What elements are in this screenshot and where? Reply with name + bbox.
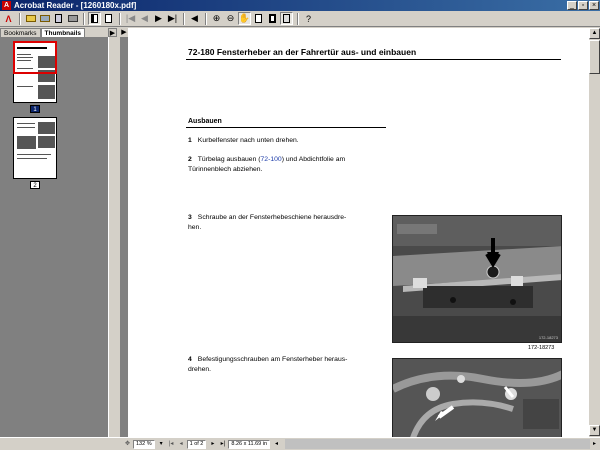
pdf-page bbox=[128, 28, 588, 437]
fit-page-icon[interactable] bbox=[266, 12, 279, 25]
scroll-up-button[interactable]: ▲ bbox=[589, 28, 600, 39]
toolbar-separator bbox=[19, 13, 21, 25]
tab-thumbnails[interactable]: Thumbnails bbox=[41, 28, 85, 37]
toolbar-separator bbox=[83, 13, 85, 25]
scroll-thumb[interactable] bbox=[589, 40, 600, 74]
photo-window-regulator-rail bbox=[392, 215, 562, 343]
title-rule bbox=[186, 59, 561, 60]
scroll-down-button[interactable]: ▼ bbox=[589, 425, 600, 436]
document-area bbox=[120, 28, 588, 437]
open-icon[interactable] bbox=[24, 12, 37, 25]
section-heading: Ausbauen bbox=[188, 118, 222, 125]
step-2 bbox=[188, 155, 345, 174]
zoom-dropdown-icon[interactable]: ▾ bbox=[159, 440, 163, 447]
step-number: 1 bbox=[188, 137, 192, 144]
thumbnail-viewport-frame[interactable] bbox=[13, 41, 57, 74]
go-back-icon[interactable]: ◀ bbox=[191, 13, 198, 23]
acrobat-logo-icon[interactable]: Λ bbox=[5, 13, 12, 24]
show-navigation-pane-icon[interactable] bbox=[88, 12, 101, 25]
window-title: Acrobat Reader - [1260180x.pdf] bbox=[14, 1, 137, 10]
photo-regulator-mounting-screws bbox=[392, 358, 562, 437]
thumbnail-list bbox=[0, 37, 108, 450]
zoom-in-icon[interactable]: ⊕ bbox=[212, 13, 221, 23]
fit-width-icon[interactable] bbox=[280, 12, 293, 25]
page-number-field[interactable]: 1 of 2 bbox=[187, 440, 207, 449]
step-text: drehen. bbox=[188, 365, 212, 373]
step-text: Befestigungsschrauben am Fensterheber heraus- bbox=[197, 356, 348, 363]
thumbnail-page-2[interactable] bbox=[13, 117, 57, 179]
hand-tool-icon[interactable]: ✋ bbox=[238, 13, 251, 23]
toolbar-separator bbox=[297, 13, 299, 25]
step-number: 2 bbox=[188, 156, 192, 163]
step-text: hen. bbox=[188, 223, 202, 231]
open-web-icon[interactable] bbox=[38, 12, 51, 25]
previous-page-icon[interactable]: ◀ bbox=[141, 13, 148, 23]
minimize-button[interactable]: _ bbox=[567, 1, 577, 10]
status-bar bbox=[120, 437, 600, 450]
status-last-page-icon[interactable]: ▸| bbox=[220, 440, 226, 447]
close-button[interactable]: × bbox=[589, 1, 599, 10]
photo-2-graphic bbox=[393, 359, 562, 437]
status-first-page-icon[interactable]: |◂ bbox=[168, 440, 174, 447]
page-size-display: 8.26 x 11.69 in bbox=[228, 440, 270, 449]
step-text: Schraube an der Fensterhebeschiene herausdre- bbox=[197, 214, 347, 221]
horizontal-scrollbar[interactable] bbox=[285, 439, 590, 449]
photo-1-corner-label: 172-18273 bbox=[538, 335, 558, 340]
step-number: 4 bbox=[188, 356, 192, 363]
step-text: Türbelag ausbauen ( bbox=[197, 156, 261, 163]
page-only-icon[interactable] bbox=[102, 12, 115, 25]
print-icon[interactable] bbox=[66, 12, 79, 25]
zoom-field[interactable]: 132 % bbox=[133, 440, 155, 449]
title-bar bbox=[0, 0, 600, 11]
step-4 bbox=[188, 355, 347, 374]
thumbnail-page-2-label: 2 bbox=[30, 181, 40, 189]
step-number: 3 bbox=[188, 214, 192, 221]
photo-1-graphic bbox=[393, 216, 562, 343]
zoom-out-icon[interactable]: ⊖ bbox=[226, 13, 235, 23]
step-text: Türinnenblech abziehen. bbox=[188, 165, 263, 173]
toolbar-separator bbox=[183, 13, 185, 25]
step-1 bbox=[188, 136, 299, 146]
step-3 bbox=[188, 213, 346, 232]
navigation-tabs bbox=[0, 28, 120, 37]
save-icon[interactable] bbox=[52, 12, 65, 25]
step-text: Kurbelfenster nach unten drehen. bbox=[197, 137, 299, 144]
page-title: 72-180 Fensterheber an der Fahrertür aus- und einbauen bbox=[188, 47, 417, 57]
expand-pane-arrow-icon[interactable]: ▶ bbox=[121, 29, 127, 36]
last-page-icon[interactable]: ▶| bbox=[167, 13, 178, 23]
link-72-100[interactable]: 72-100 bbox=[260, 156, 282, 163]
navigation-pane bbox=[0, 28, 120, 450]
thumbnail-page-1-label: 1 bbox=[30, 105, 40, 113]
step-text: ) und Abdichtfolie am bbox=[281, 156, 346, 163]
pane-status-area bbox=[0, 437, 120, 450]
pane-menu-arrow-icon[interactable]: ▶ bbox=[109, 30, 116, 37]
thumbnail-scrollbar[interactable] bbox=[108, 37, 120, 450]
actual-size-icon[interactable] bbox=[252, 12, 265, 25]
toolbar bbox=[0, 11, 600, 27]
maximize-button[interactable]: ▫ bbox=[578, 1, 588, 10]
photo-1-caption: 172-18273 bbox=[528, 345, 555, 351]
scroll-right-icon[interactable]: ▸ bbox=[592, 440, 596, 447]
status-prev-page-icon[interactable]: ◂ bbox=[179, 440, 183, 447]
status-arrow-icon[interactable]: ◂ bbox=[275, 440, 279, 447]
section-rule bbox=[186, 127, 386, 128]
document-scrollbar[interactable] bbox=[588, 28, 600, 437]
next-page-icon[interactable]: ▶ bbox=[155, 13, 162, 23]
move-icon[interactable]: ✥ bbox=[124, 440, 131, 447]
toolbar-separator bbox=[205, 13, 207, 25]
acrobat-app-icon[interactable]: A bbox=[3, 2, 10, 9]
toolbar-separator bbox=[119, 13, 121, 25]
first-page-icon[interactable]: |◀ bbox=[125, 13, 136, 23]
status-next-page-icon[interactable]: ▸ bbox=[211, 440, 215, 447]
tab-bookmarks[interactable]: Bookmarks bbox=[0, 28, 41, 37]
help-icon[interactable]: ? bbox=[305, 13, 311, 24]
